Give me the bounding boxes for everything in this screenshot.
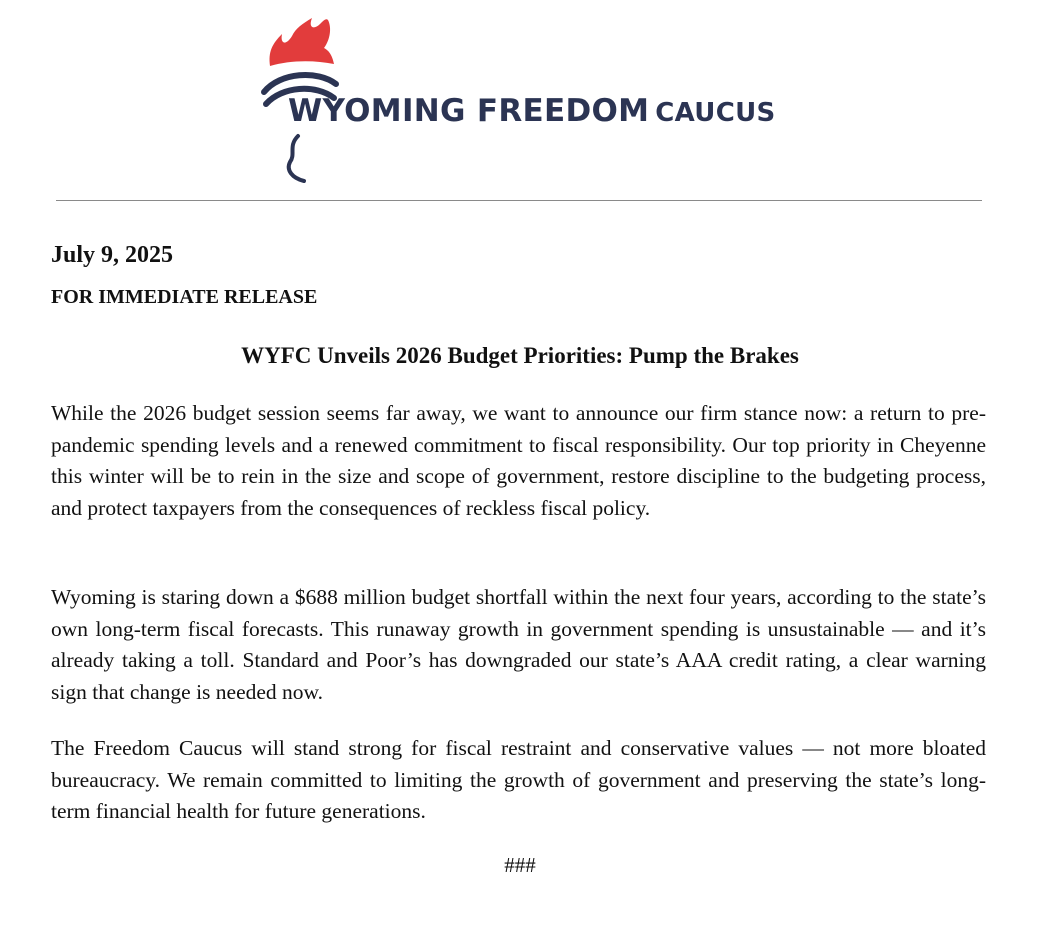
headline: WYFC Unveils 2026 Budget Priorities: Pump the Brakes <box>241 343 799 368</box>
org-name-main: WYOMING FREEDOM <box>288 93 650 129</box>
body-paragraph: While the 2026 budget session seems far away, we want to announce our firm stance now: a return to pre-pandemic spending levels and a renewed commitment to fiscal responsibility. Our top priority in Cheyenne this winter will be to rein in the size and scope of government, restore discipline to the budgeting process, and protect taxpayers from the consequences of reckless fiscal policy. <box>51 401 986 521</box>
body-paragraph: The Freedom Caucus will stand strong for fiscal restraint and conservative values — not more bloated bureaucracy. We remain committed to limiting the growth of government and preserving the state’s long-term financial health for future generations. <box>51 736 986 824</box>
end-mark: ### <box>504 853 536 877</box>
header-divider <box>56 200 982 201</box>
flame-icon <box>270 18 335 66</box>
release-date: July 9, 2025 <box>51 242 174 268</box>
org-name-sub: CAUCUS <box>655 98 776 128</box>
org-logo <box>258 14 798 189</box>
release-label: FOR IMMEDIATE RELEASE <box>51 286 318 308</box>
org-name <box>288 93 776 129</box>
body-paragraph: Wyoming is staring down a $688 million budget shortfall within the next four years, according to the state’s own long-term fiscal forecasts. This runaway growth in government spending is unsustainable — and it’s already taking a toll. Standard and Poor’s has downgraded our state’s AAA credit rating, a clear warning sign that change is needed now. <box>51 585 986 705</box>
